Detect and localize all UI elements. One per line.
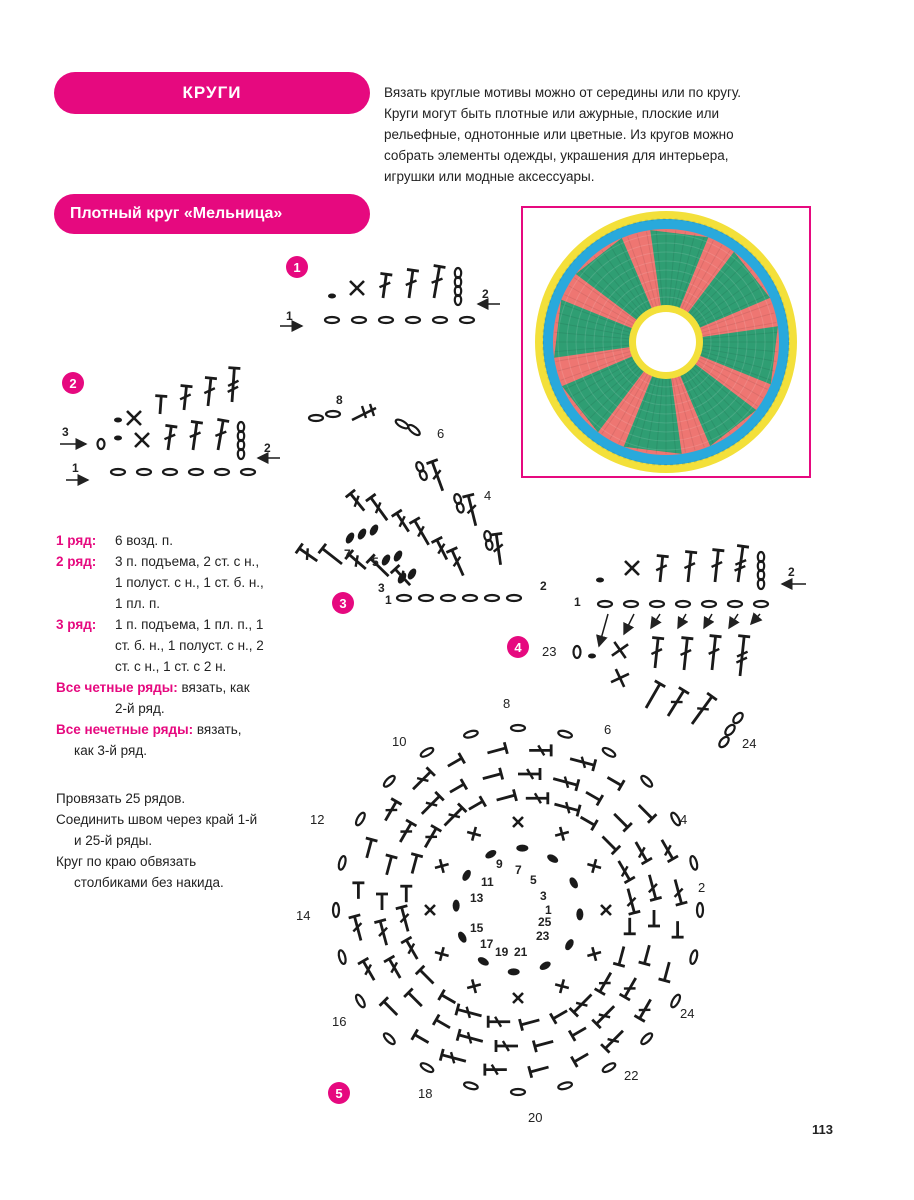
- tall-stitch-symbol: [457, 1029, 484, 1047]
- row-number-label: 4: [484, 488, 492, 503]
- row-number-label: 17: [480, 937, 494, 951]
- chain-stitch-symbol: [511, 1089, 525, 1095]
- row-number-label: 7: [344, 547, 351, 561]
- chain-stitch-symbol: [507, 595, 521, 601]
- single-crochet-symbol: [513, 993, 523, 1003]
- row-number-label: 2: [264, 441, 271, 455]
- chain-stitch-symbol: [354, 811, 366, 826]
- chain-stitch-symbol: [463, 595, 477, 601]
- row-number-label: 15: [470, 921, 484, 935]
- row-number-label: 1: [286, 309, 293, 323]
- single-crochet-symbol: [625, 561, 639, 575]
- row-number-label: 8: [503, 696, 511, 711]
- turning-chain-symbol: [758, 552, 764, 589]
- tall-stitch-symbol: [162, 425, 177, 450]
- chain-stitch-symbol: [754, 601, 768, 607]
- slip-stitch-symbol: [392, 549, 404, 563]
- row-text: 6 возд. п.: [115, 533, 173, 548]
- single-crochet-symbol: [435, 947, 449, 961]
- chain-stitch-symbol: [558, 1081, 573, 1090]
- chain-stitch-symbol: [111, 469, 125, 475]
- chain-stitch-symbol: [419, 746, 434, 758]
- chain-stitch-symbol: [98, 439, 105, 449]
- row-text: как 3-й ряд.: [74, 743, 147, 758]
- tall-stitch-symbol: [687, 693, 717, 728]
- tall-stitch-symbol: [485, 1064, 507, 1076]
- chain-stitch-symbol: [463, 729, 478, 738]
- row-text: 1 полуст. с н., 1 ст. б. н.,: [115, 575, 264, 590]
- tall-stitch-symbol: [678, 638, 693, 671]
- intro-line: игрушки или модные аксессуары.: [384, 169, 595, 184]
- row-number-label: 3: [540, 889, 547, 903]
- tall-stitch-symbol: [518, 768, 540, 780]
- chain-stitch-symbol: [697, 903, 703, 917]
- row-label: 1 ряд:: [56, 533, 97, 548]
- tall-stitch-symbol: [481, 768, 502, 785]
- tall-stitch-symbol: [380, 798, 401, 823]
- diagram-number-badge: 4: [507, 636, 529, 658]
- slip-stitch-symbol: [328, 294, 336, 299]
- diagram-2: [60, 368, 280, 480]
- chain-stitch-symbol: [601, 746, 616, 758]
- tall-stitch-symbol: [552, 773, 579, 791]
- row-number-label: 1: [385, 593, 392, 607]
- direction-arrow: [624, 614, 634, 634]
- tall-stitch-symbol: [396, 906, 414, 933]
- row-number-label: 23: [536, 929, 550, 943]
- chain-stitch-symbol: [379, 317, 393, 323]
- tall-stitch-symbol: [409, 767, 435, 793]
- tall-stitch-symbol: [592, 1002, 618, 1028]
- chain-stitch-symbol: [624, 601, 638, 607]
- row-number-label: 3: [62, 425, 69, 439]
- row-text: 2-й ряд.: [115, 701, 165, 716]
- single-crochet-symbol: [467, 979, 481, 993]
- chain-stitch-symbol: [189, 469, 203, 475]
- tall-stitch-symbol: [154, 396, 167, 415]
- chain-stitch-symbol: [728, 601, 742, 607]
- tall-stitch-symbol: [296, 544, 321, 566]
- tall-stitch-symbol: [486, 742, 507, 759]
- tall-stitch-symbol: [519, 1014, 540, 1031]
- chain-stitch-symbol: [731, 711, 744, 725]
- tall-stitch-symbol: [426, 460, 448, 493]
- tall-stitch-symbol: [212, 419, 229, 451]
- diagram-number-badge: 1: [286, 256, 308, 278]
- finishing-line: и 25-й ряды.: [74, 833, 153, 848]
- turning-chain-symbol: [238, 422, 244, 459]
- row-text: вязать, как: [177, 680, 250, 695]
- chain-stitch-symbol: [689, 855, 698, 870]
- tall-stitch-symbol: [635, 801, 657, 823]
- tall-stitch-symbol: [352, 883, 364, 899]
- chain-stitch-symbol: [598, 601, 612, 607]
- direction-arrow: [651, 614, 660, 628]
- slip-stitch-symbol: [380, 553, 392, 567]
- tall-stitch-symbol: [447, 779, 467, 797]
- tall-stitch-symbol: [358, 958, 379, 983]
- tall-stitch-symbol: [648, 910, 660, 926]
- tall-stitch-symbol: [406, 854, 423, 875]
- row-number-label: 10: [392, 734, 407, 749]
- tall-stitch-symbol: [400, 886, 412, 902]
- diagram-5: [296, 696, 705, 1125]
- row-number-label: 11: [481, 875, 494, 889]
- row-text: 1 п. подъема, 1 пл. п., 1: [115, 617, 264, 632]
- tall-stitch-symbol: [569, 1023, 589, 1041]
- row-text: вязать,: [193, 722, 242, 737]
- tall-stitch-symbol: [420, 825, 441, 850]
- chain-stitch-symbol: [352, 317, 366, 323]
- slip-stitch-symbol: [546, 853, 560, 865]
- tall-stitch-symbol: [604, 772, 624, 790]
- finishing-line: столбиками без накида.: [74, 875, 224, 890]
- tall-stitch-symbol: [639, 944, 656, 965]
- single-crochet-symbol: [587, 947, 601, 961]
- single-crochet-symbol: [350, 281, 364, 295]
- chain-stitch-symbol: [354, 993, 366, 1008]
- tall-stitch-symbol: [601, 1027, 627, 1053]
- row-label: 3 ряд:: [56, 617, 97, 632]
- slip-stitch-symbol: [406, 567, 418, 581]
- row-label: Все четные ряды:: [56, 680, 178, 695]
- tall-stitch-symbol: [376, 894, 388, 910]
- tall-stitch-symbol: [445, 753, 465, 771]
- slip-stitch-symbol: [461, 868, 473, 882]
- row-number-label: 7: [515, 863, 522, 877]
- chain-stitch-symbol: [337, 855, 346, 870]
- row-text: 1 пл. п.: [115, 596, 161, 611]
- tall-stitch-symbol: [346, 490, 369, 515]
- slip-stitch-symbol: [516, 845, 528, 852]
- row-number-label: 2: [482, 287, 489, 301]
- slip-stitch-symbol: [453, 900, 460, 912]
- tall-stitch-symbol: [446, 548, 468, 578]
- tall-stitch-symbol: [349, 915, 367, 942]
- tall-stitch-symbol: [672, 921, 684, 937]
- chain-stitch-symbol: [309, 415, 323, 421]
- chain-stitch-symbol: [460, 317, 474, 323]
- intro-line: Вязать круглые мотивы можно от середины или по кругу.: [384, 85, 742, 100]
- row-text: ст. б. н., 1 полуст. с н., 2: [115, 638, 264, 653]
- slip-stitch-symbol: [596, 578, 604, 583]
- pattern-title: Плотный круг «Мельница»: [54, 194, 370, 234]
- single-crochet-symbol: [513, 817, 523, 827]
- tall-stitch-symbol: [578, 812, 598, 830]
- tall-stitch-symbol: [456, 1004, 483, 1022]
- tall-stitch-symbol: [659, 961, 676, 982]
- tall-stitch-symbol: [550, 1005, 570, 1023]
- chain-stitch-symbol: [407, 423, 422, 437]
- tall-stitch-symbol: [319, 544, 346, 569]
- slip-stitch-symbol: [588, 654, 596, 659]
- diagram-3: [296, 393, 547, 607]
- direction-arrow: [704, 614, 712, 628]
- tall-stitch-symbol: [657, 837, 678, 862]
- tall-stitch-symbol: [416, 966, 438, 988]
- row-number-label: 14: [296, 908, 311, 923]
- tall-stitch-symbol: [649, 638, 664, 669]
- single-crochet-symbol: [127, 411, 141, 425]
- row-number-label: 24: [742, 736, 757, 751]
- tall-stitch-symbol: [613, 945, 630, 966]
- row-number-label: 25: [538, 915, 552, 929]
- diagram-number-badge: 3: [332, 592, 354, 614]
- tall-stitch-symbol: [644, 873, 662, 900]
- tall-stitch-symbol: [732, 546, 749, 583]
- tall-stitch-symbol: [409, 518, 433, 548]
- chain-stitch-symbol: [640, 1032, 654, 1046]
- tall-stitch-symbol: [571, 1049, 591, 1067]
- tall-stitch-symbol: [384, 956, 405, 981]
- slip-stitch-symbol: [508, 968, 520, 975]
- chain-stitch-symbol: [463, 1081, 478, 1090]
- tall-stitch-symbol: [634, 996, 655, 1021]
- tall-stitch-symbol: [631, 839, 652, 864]
- row-text: ст. с н., 1 ст. с 2 н.: [115, 659, 227, 674]
- tall-stitch-symbol: [495, 789, 516, 806]
- tall-stitch-symbol: [428, 265, 445, 299]
- single-crochet-symbol: [467, 827, 481, 841]
- chain-stitch-symbol: [485, 595, 499, 601]
- tall-stitch-symbol: [613, 858, 634, 883]
- row-number-label: 3: [378, 581, 385, 595]
- direction-arrow: [751, 614, 760, 624]
- row-number-label: 5: [530, 873, 537, 887]
- chain-stitch-symbol: [723, 723, 736, 737]
- row-number-label: 1: [545, 903, 552, 917]
- diagram-4: [542, 546, 806, 751]
- tall-stitch-symbol: [490, 533, 506, 565]
- chain-stitch-symbol: [406, 317, 420, 323]
- slip-stitch-symbol: [344, 531, 356, 545]
- slip-stitch-symbol: [568, 876, 580, 890]
- tall-stitch-symbol: [610, 810, 632, 832]
- chain-stitch-symbol: [601, 1062, 616, 1074]
- row-number-label: 20: [528, 1110, 543, 1125]
- turning-chain-symbol: [455, 268, 461, 305]
- row-number-label: 9: [496, 857, 503, 871]
- tall-stitch-symbol: [418, 792, 444, 818]
- chain-stitch-symbol: [382, 774, 396, 788]
- tall-stitch-symbol: [439, 990, 459, 1008]
- chain-stitch-symbol: [433, 317, 447, 323]
- tall-stitch-symbol: [709, 550, 724, 583]
- row-number-label: 1: [574, 595, 581, 609]
- diagram-1: [280, 265, 500, 326]
- tall-stitch-symbol: [374, 919, 392, 946]
- chain-stitch-symbol: [397, 595, 411, 601]
- tall-stitch-symbol: [583, 787, 603, 805]
- tall-stitch-symbol: [462, 494, 481, 527]
- chain-stitch-symbol: [419, 595, 433, 601]
- tall-stitch-symbol: [598, 832, 620, 854]
- row-number-label: 4: [680, 812, 688, 827]
- slip-stitch-symbol: [456, 930, 468, 944]
- row-number-label: 19: [495, 945, 509, 959]
- single-crochet-symbol: [611, 669, 629, 687]
- row-number-label: 13: [470, 891, 484, 905]
- tall-stitch-symbol: [622, 887, 640, 914]
- tall-stitch-symbol: [706, 636, 721, 671]
- single-crochet-symbol: [612, 642, 628, 658]
- chain-stitch-symbol: [689, 950, 698, 965]
- single-crochet-symbol: [601, 905, 611, 915]
- chain-stitch-symbol: [650, 601, 664, 607]
- tall-stitch-symbol: [663, 687, 689, 719]
- chain-stitch-symbol: [640, 774, 654, 788]
- row-label: 2 ряд:: [56, 554, 97, 569]
- row-number-label: 2: [788, 565, 795, 579]
- tall-stitch-symbol: [488, 1016, 510, 1028]
- finishing-line: Круг по краю обвязать: [56, 854, 197, 869]
- tall-stitch-symbol: [529, 744, 551, 756]
- tall-stitch-symbol: [595, 970, 616, 995]
- slip-stitch-symbol: [368, 523, 380, 537]
- chain-stitch-symbol: [163, 469, 177, 475]
- row-number-label: 21: [514, 945, 528, 959]
- row-label: Все нечетные ряды:: [56, 722, 194, 737]
- tall-stitch-symbol: [187, 421, 203, 450]
- tall-stitch-symbol: [433, 1015, 453, 1033]
- chain-stitch-symbol: [137, 469, 151, 475]
- tall-stitch-symbol: [533, 1036, 554, 1053]
- tall-stitch-symbol: [654, 556, 669, 583]
- row-number-label: 6: [604, 722, 612, 737]
- slip-stitch-symbol: [114, 418, 122, 423]
- chain-stitch-symbol: [241, 469, 255, 475]
- chain-stitch-symbol: [717, 735, 730, 749]
- chain-stitch-symbol: [382, 1032, 396, 1046]
- chain-stitch-symbol: [325, 317, 339, 323]
- row-number-label: 8: [336, 393, 343, 407]
- tall-stitch-symbol: [404, 988, 426, 1010]
- chain-stitch-symbol: [337, 950, 346, 965]
- slip-stitch-symbol: [476, 955, 490, 967]
- chain-stitch-symbol: [574, 646, 581, 658]
- tall-stitch-symbol: [403, 269, 419, 298]
- tall-stitch-symbol: [361, 838, 378, 859]
- direction-arrow: [729, 614, 738, 628]
- tall-stitch-symbol: [226, 368, 240, 403]
- chain-stitch-symbol: [326, 411, 340, 417]
- tall-stitch-symbol: [529, 1061, 550, 1078]
- turning-chain-symbol: [415, 461, 428, 481]
- chain-stitch-symbol: [441, 595, 455, 601]
- tall-stitch-symbol: [440, 804, 466, 830]
- chain-stitch-symbol: [558, 729, 573, 738]
- intro-line: собрать элементы одежды, украшения для интерьера,: [384, 148, 729, 163]
- tall-stitch-symbol: [682, 552, 697, 583]
- single-crochet-symbol: [135, 433, 149, 447]
- chain-stitch-symbol: [419, 1062, 434, 1074]
- tall-stitch-symbol: [178, 386, 192, 411]
- slip-stitch-symbol: [538, 960, 552, 972]
- row-number-label: 18: [418, 1086, 433, 1101]
- tall-stitch-symbol: [432, 537, 453, 562]
- intro-line: рельефные, однотонные или цветные. Из кругов можно: [384, 127, 734, 142]
- slip-stitch-symbol: [576, 908, 583, 920]
- row-number-label: 16: [332, 1014, 347, 1029]
- row-number-label: 2: [540, 579, 547, 593]
- slip-stitch-symbol: [563, 938, 575, 952]
- row-number-label: 6: [437, 426, 445, 441]
- row-number-label: 24: [680, 1006, 695, 1021]
- slip-stitch-symbol: [114, 436, 122, 441]
- tall-stitch-symbol: [641, 681, 665, 711]
- tall-stitch-symbol: [202, 378, 217, 407]
- row-number-label: 22: [624, 1068, 639, 1083]
- chain-stitch-symbol: [511, 725, 525, 731]
- direction-arrow: [599, 614, 608, 646]
- single-crochet-symbol: [555, 979, 569, 993]
- tall-stitch-symbol: [620, 975, 641, 1000]
- single-crochet-symbol: [425, 905, 435, 915]
- tall-stitch-symbol: [496, 1040, 518, 1052]
- tall-stitch-symbol: [553, 798, 580, 816]
- section-title: КРУГИ: [54, 72, 370, 114]
- tall-stitch-symbol: [381, 855, 398, 876]
- tall-stitch-symbol: [377, 273, 392, 298]
- single-crochet-symbol: [555, 827, 569, 841]
- row-number-label: 23: [542, 644, 557, 659]
- tall-stitch-symbol: [669, 878, 687, 905]
- diagram-number-badge: 2: [62, 372, 84, 394]
- row-number-label: 12: [310, 812, 325, 827]
- tall-stitch-symbol: [366, 494, 392, 524]
- chain-stitch-symbol: [676, 601, 690, 607]
- single-crochet-symbol: [587, 859, 601, 873]
- tall-stitch-symbol: [624, 918, 636, 934]
- diagram-number-badge: 5: [328, 1082, 350, 1104]
- page-number: 113: [812, 1122, 833, 1137]
- tall-stitch-symbol: [526, 792, 548, 804]
- chain-stitch-symbol: [215, 469, 229, 475]
- tall-stitch-symbol: [412, 1029, 432, 1047]
- row-number-label: 2: [698, 880, 706, 895]
- finishing-line: Провязать 25 рядов.: [56, 791, 186, 806]
- tall-stitch-symbol: [380, 997, 402, 1019]
- direction-arrow: [678, 614, 686, 628]
- chain-stitch-symbol: [394, 418, 409, 430]
- chain-stitch-symbol: [702, 601, 716, 607]
- tall-stitch-symbol: [734, 636, 750, 677]
- row-number-label: 1: [72, 461, 79, 475]
- row-number-label: 5: [372, 555, 379, 569]
- finishing-line: Соединить швом через край 1-й: [56, 812, 258, 827]
- row-text: 3 п. подъема, 2 ст. с н.,: [115, 554, 260, 569]
- tall-stitch-symbol: [440, 1049, 467, 1067]
- tall-stitch-symbol: [395, 820, 416, 845]
- tall-stitch-symbol: [401, 937, 422, 962]
- slip-stitch-symbol: [356, 527, 368, 541]
- tall-stitch-symbol: [569, 753, 596, 771]
- tall-stitch-symbol: [570, 990, 596, 1016]
- single-crochet-symbol: [435, 859, 449, 873]
- chain-stitch-symbol: [333, 903, 339, 917]
- tall-stitch-symbol: [466, 796, 486, 814]
- intro-line: Круги могут быть плотные или ажурные, плоские или: [384, 106, 720, 121]
